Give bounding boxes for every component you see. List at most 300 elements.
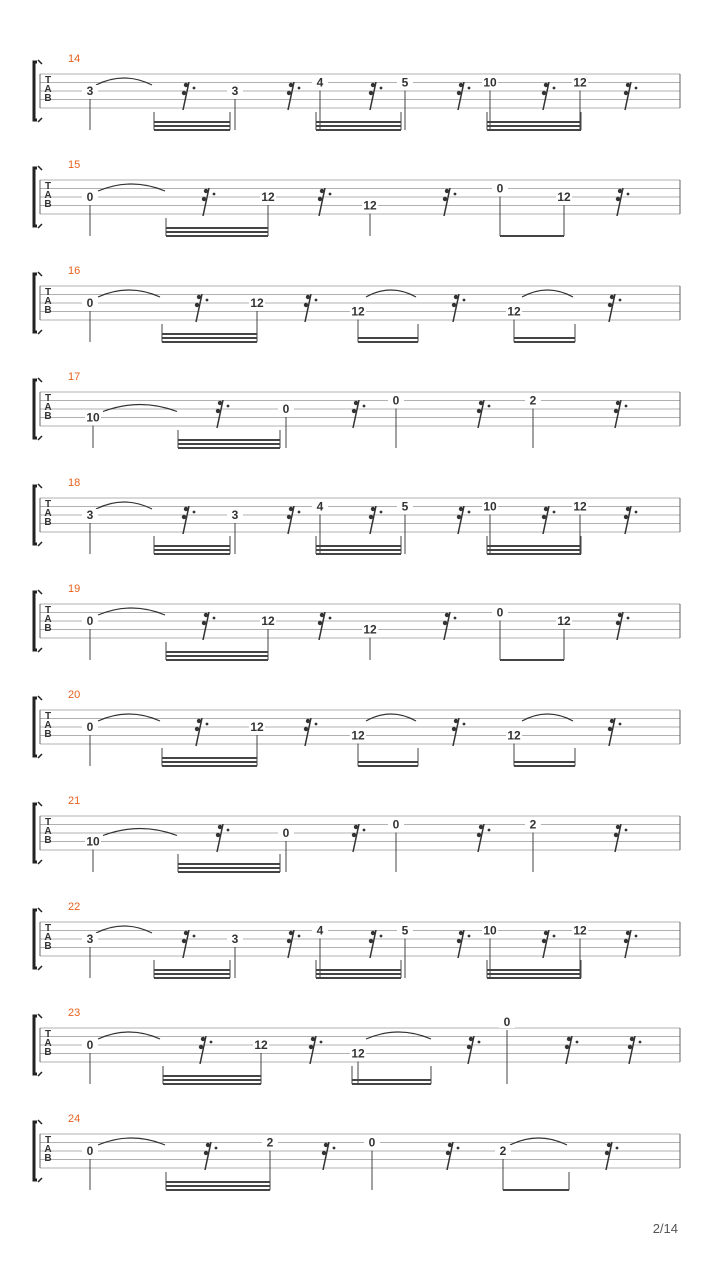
tab-clef-letter: B [44,835,52,846]
rest-flag [289,507,293,511]
rest-dot [380,935,383,938]
system-bracket [34,1122,37,1180]
rest-flag [371,83,375,87]
fret-number: 12 [250,720,264,734]
tab-clef-letter: B [44,941,52,952]
fret-number: 12 [557,190,571,204]
system-bracket [34,380,37,438]
rest-flag [318,621,322,625]
tab-clef-letter: T [44,1029,52,1040]
rest-flag [184,931,188,935]
fret-number: 12 [261,190,275,204]
bracket-tip [38,1014,42,1018]
measure-number: 21 [68,795,81,807]
fret-number: 0 [496,181,504,196]
rest-flag [202,621,206,625]
rest-dot [210,1041,213,1044]
rest-flag [626,507,630,511]
fret-number: 2 [499,1144,507,1158]
rest-flag [354,825,358,829]
rest-dot [627,617,630,620]
rest-flag [204,189,208,193]
fret-number: 12 [254,1038,268,1052]
measure-number: 20 [68,689,81,701]
rest-flag [182,91,186,95]
rest-flag [459,931,463,935]
fret-number: 12 [573,75,587,90]
tab-clef-letter: B [44,305,52,316]
rest-flag [445,189,449,193]
fret-number: 4 [316,923,324,938]
page-number: 2/14 [652,1221,678,1236]
rest-flag [197,719,201,723]
bracket-tip [38,484,42,488]
rest-flag [304,727,308,731]
rest-flag [311,1037,315,1041]
rest-dot [329,617,332,620]
fret-number: 12 [351,304,365,319]
rest-flag [457,91,461,95]
tab-clef-letter: B [44,411,52,422]
tab-clef-letter: T [44,181,52,192]
rest-flag [287,515,291,519]
rest-flag [618,613,622,617]
fret-number: 12 [363,622,377,637]
rest-flag [610,719,614,723]
bracket-tip [38,1072,42,1076]
rest-flag [542,91,546,95]
rest-flag [371,507,375,511]
rest-flag [630,1037,634,1041]
rest-flag [195,727,199,731]
rest-flag [616,825,620,829]
rest-flag [459,83,463,87]
rest-dot [553,511,556,514]
fret-number: 4 [316,499,324,514]
tab-clef-letter: A [44,826,52,837]
rest-dot [457,1147,460,1150]
rest-flag [457,515,461,519]
bracket-tip [38,272,42,276]
rest-dot [315,723,318,726]
rest-dot [468,87,471,90]
rest-flag [624,939,628,943]
tie-arc [98,290,160,297]
rest-dot [298,87,301,90]
rest-flag [324,1143,328,1147]
tab-clef-letter: T [44,923,52,934]
rest-dot [213,617,216,620]
rest-flag [369,515,373,519]
tab-clef-letter: A [44,296,52,307]
rest-dot [576,1041,579,1044]
fret-number: 3 [86,508,94,522]
rest-flag [479,401,483,405]
rest-dot [298,511,301,514]
fret-number: 2 [266,1135,274,1150]
rest-dot [468,511,471,514]
tab-clef-letter: T [44,393,52,404]
rest-dot [463,723,466,726]
rest-dot [619,299,622,302]
system-bracket [34,168,37,226]
rest-dot [488,829,491,832]
tab-clef-letter: T [44,1135,52,1146]
fret-number: 4 [316,75,324,90]
rest-flag [544,83,548,87]
measure-number: 15 [68,159,81,171]
rest-flag [218,401,222,405]
rest-dot [619,723,622,726]
rest-flag [544,931,548,935]
rest-dot [635,511,638,514]
tie-arc [522,714,573,721]
rest-flag [616,621,620,625]
rest-flag [608,303,612,307]
tab-clef-letter: B [44,1047,52,1058]
fret-number: 0 [503,1015,511,1029]
system-bracket [34,698,37,756]
rest-flag [542,515,546,519]
tab-clef-letter: B [44,729,52,740]
fret-number: 0 [392,393,400,408]
rest-flag [477,409,481,413]
rest-flag [469,1037,473,1041]
tie-arc [510,1138,567,1145]
tie-arc [522,290,573,297]
rest-dot [213,193,216,196]
rest-dot [363,829,366,832]
rest-flag [201,1037,205,1041]
rest-dot [329,193,332,196]
bracket-tip [38,436,42,440]
measure-number: 14 [68,53,81,65]
rest-flag [320,613,324,617]
measure-number: 24 [68,1113,81,1125]
rest-dot [215,1147,218,1150]
fret-number: 3 [86,84,94,98]
rest-flag [289,931,293,935]
fret-number: 0 [282,402,290,416]
fret-number: 2 [529,393,537,408]
rest-dot [320,1041,323,1044]
tab-clef-letter: T [44,75,52,86]
rest-dot [380,87,383,90]
fret-number: 12 [351,728,365,743]
rest-flag [197,295,201,299]
tab-clef-letter: T [44,817,52,828]
rest-flag [199,1045,203,1049]
tab-clef-letter: A [44,190,52,201]
bracket-tip [38,590,42,594]
rest-flag [626,83,630,87]
tie-arc [98,1138,165,1145]
rest-flag [459,507,463,511]
fret-number: 3 [231,508,239,522]
rest-dot [478,1041,481,1044]
fret-number: 12 [250,296,264,310]
rest-flag [544,507,548,511]
rest-flag [610,295,614,299]
measure-number: 19 [68,583,81,595]
rest-flag [626,931,630,935]
fret-number: 0 [496,605,504,620]
system-bracket [34,804,37,862]
tab-clef-letter: T [44,287,52,298]
rest-flag [614,409,618,413]
rest-flag [182,939,186,943]
rest-flag [184,507,188,511]
rest-dot [488,405,491,408]
rest-dot [553,87,556,90]
rest-flag [445,613,449,617]
tab-clef-letter: A [44,402,52,413]
rest-dot [333,1147,336,1150]
measure-number: 17 [68,371,81,383]
rest-flag [448,1143,452,1147]
rest-flag [624,91,628,95]
fret-number: 0 [86,1144,94,1158]
tie-arc [96,78,152,85]
rest-dot [227,405,230,408]
fret-number: 12 [351,1046,365,1061]
rest-flag [477,833,481,837]
fret-number: 0 [86,720,94,734]
rest-dot [193,511,196,514]
bracket-tip [38,1120,42,1124]
rest-flag [467,1045,471,1049]
bracket-tip [38,696,42,700]
fret-number: 3 [86,932,94,946]
rest-flag [322,1151,326,1155]
bracket-tip [38,802,42,806]
rest-flag [443,621,447,625]
rest-flag [443,197,447,201]
fret-number: 3 [231,84,239,98]
rest-flag [216,409,220,413]
rest-flag [306,295,310,299]
fret-number: 0 [368,1135,376,1150]
rest-flag [607,1143,611,1147]
rest-flag [618,189,622,193]
rest-flag [202,197,206,201]
rest-dot [635,935,638,938]
rest-flag [369,939,373,943]
rest-dot [206,299,209,302]
tab-clef-letter: B [44,199,52,210]
tie-arc [98,1032,160,1039]
rest-flag [628,1045,632,1049]
rest-flag [614,833,618,837]
fret-number: 0 [86,614,94,628]
tab-clef-letter: A [44,84,52,95]
fret-number: 12 [507,304,521,319]
fret-number: 12 [363,198,377,213]
tie-arc [103,405,177,412]
tab-clef-letter: A [44,932,52,943]
bracket-tip [38,378,42,382]
rest-flag [289,83,293,87]
rest-dot [454,193,457,196]
rest-dot [193,87,196,90]
rest-flag [318,197,322,201]
rest-dot [227,829,230,832]
bracket-tip [38,166,42,170]
system-bracket [34,62,37,120]
tab-clef-letter: T [44,605,52,616]
rest-flag [567,1037,571,1041]
rest-flag [616,401,620,405]
rest-flag [218,825,222,829]
fret-number: 2 [529,817,537,832]
tie-arc [366,290,416,297]
rest-flag [454,719,458,723]
system-bracket [34,910,37,968]
rest-flag [184,83,188,87]
system-bracket [34,486,37,544]
tab-clef-letter: B [44,623,52,634]
tie-arc [98,608,165,615]
tab-clef-letter: A [44,614,52,625]
rest-flag [287,91,291,95]
fret-number: 10 [483,75,497,90]
rest-dot [463,299,466,302]
tie-arc [366,714,416,721]
rest-flag [479,825,483,829]
fret-number: 12 [573,499,587,514]
rest-dot [298,935,301,938]
tie-arc [96,502,152,509]
rest-flag [204,1151,208,1155]
measure-number: 18 [68,477,81,489]
tab-clef-letter: B [44,1153,52,1164]
system-bracket [34,1016,37,1074]
fret-number: 10 [483,499,497,514]
fret-number: 0 [282,826,290,840]
rest-flag [182,515,186,519]
tab-clef-letter: T [44,499,52,510]
bracket-tip [38,754,42,758]
rest-flag [542,939,546,943]
rest-flag [371,931,375,935]
bracket-tip [38,542,42,546]
tab-clef-letter: A [44,508,52,519]
tab-clef-letter: T [44,711,52,722]
measure-number: 23 [68,1007,81,1019]
bracket-tip [38,118,42,122]
rest-flag [309,1045,313,1049]
rest-dot [616,1147,619,1150]
tie-arc [103,829,177,836]
fret-number: 10 [86,410,100,425]
fret-number: 0 [392,817,400,832]
fret-number: 5 [401,75,409,90]
rest-flag [624,515,628,519]
fret-number: 12 [507,728,521,743]
rest-flag [457,939,461,943]
rest-flag [369,91,373,95]
rest-dot [363,405,366,408]
rest-flag [195,303,199,307]
measure-number: 16 [68,265,81,277]
tie-arc [366,1032,431,1039]
rest-dot [468,935,471,938]
tab-clef-letter: A [44,1144,52,1155]
rest-flag [565,1045,569,1049]
rest-flag [206,1143,210,1147]
rest-dot [454,617,457,620]
system-bracket [34,274,37,332]
rest-flag [446,1151,450,1155]
fret-number: 0 [86,296,94,310]
rest-flag [352,409,356,413]
rest-flag [304,303,308,307]
rest-dot [639,1041,642,1044]
bracket-tip [38,648,42,652]
fret-number: 3 [231,932,239,946]
rest-dot [635,87,638,90]
rest-flag [287,939,291,943]
rest-flag [608,727,612,731]
rest-dot [315,299,318,302]
tie-arc [96,926,152,933]
rest-flag [452,727,456,731]
rest-flag [204,613,208,617]
fret-number: 5 [401,499,409,514]
rest-dot [553,935,556,938]
measure-number: 22 [68,901,81,913]
bracket-tip [38,860,42,864]
rest-flag [605,1151,609,1155]
bracket-tip [38,1178,42,1182]
tab-clef-letter: A [44,720,52,731]
system-bracket [34,592,37,650]
rest-flag [452,303,456,307]
rest-dot [380,511,383,514]
tab-clef-letter: B [44,93,52,104]
rest-flag [454,295,458,299]
rest-dot [627,193,630,196]
fret-number: 10 [86,834,100,849]
tab-clef-letter: A [44,1038,52,1049]
rest-flag [306,719,310,723]
fret-number: 5 [401,923,409,938]
bracket-tip [38,330,42,334]
fret-number: 10 [483,923,497,938]
bracket-tip [38,966,42,970]
rest-flag [352,833,356,837]
rest-flag [320,189,324,193]
fret-number: 0 [86,190,94,204]
fret-number: 12 [557,614,571,628]
tab-clef-letter: B [44,517,52,528]
tie-arc [98,184,165,191]
bracket-tip [38,908,42,912]
rest-dot [193,935,196,938]
fret-number: 12 [573,923,587,938]
tie-arc [98,714,160,721]
rest-dot [625,829,628,832]
fret-number: 0 [86,1038,94,1052]
rest-flag [216,833,220,837]
rest-flag [354,401,358,405]
rest-dot [625,405,628,408]
rest-dot [206,723,209,726]
bracket-tip [38,224,42,228]
rest-flag [616,197,620,201]
bracket-tip [38,60,42,64]
fret-number: 12 [261,614,275,628]
